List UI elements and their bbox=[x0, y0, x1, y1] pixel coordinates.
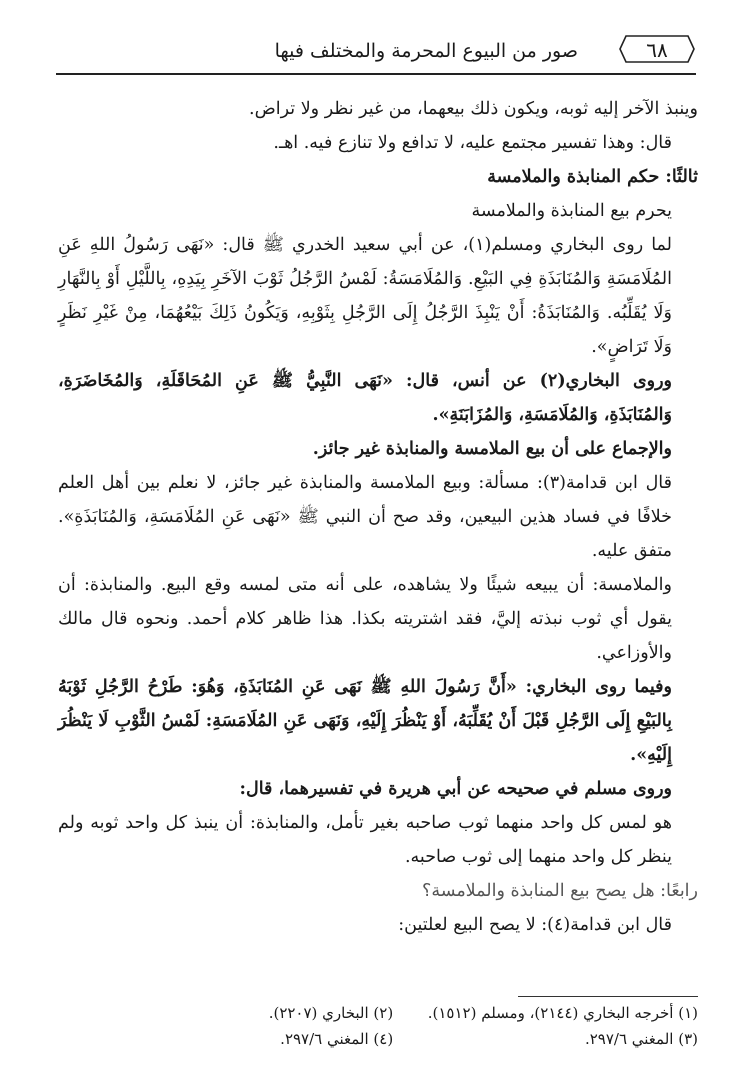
hadith-paragraph: وفيما روى البخاري: «أَنَّ رَسُولَ اللهِ ﷺ نَهَى عَنِ المُنَابَذَةِ، وَهُوَ: طَرْحُ الرَّجُلِ ثَوْبَهُ بِالبَيْعِ إِلَى الرَّجُلِ قَبْلَ أَنْ يُقَلِّبَهُ، أَوْ يَنْظُرَ إِلَيْهِ، وَنَهَى عَنِ المُلَامَسَةِ: لَمْسُ الثَّوْبِ لَا يَنْظُرَ إِلَيْهِ». bbox=[58, 677, 672, 765]
paragraph: وروى مسلم في صحيحه عن أبي هريرة في تفسيرهما، قال: bbox=[239, 779, 672, 799]
footnote: (٢) البخاري (٢٢٠٧). bbox=[268, 1004, 394, 1022]
paragraph: وينبذ الآخر إليه ثوبه، ويكون ذلك بيعهما، من غير نظر ولا تراض. bbox=[249, 99, 698, 119]
paragraph: هو لمس كل واحد منهما ثوب صاحبه بغير تأمل، والمنابذة: أن ينبذ كل واحد ثوبه ولم ينظر كل واحد منهما إلى ثوب صاحبه. bbox=[58, 813, 672, 867]
paragraph: قال: وهذا تفسير مجتمع عليه، لا تدافع ولا تنازع فيه. اهـ. bbox=[273, 133, 672, 153]
footnote: (٤) المغني ٢٩٧/٦. bbox=[280, 1030, 394, 1048]
paragraph: قال ابن قدامة(٤): لا يصح البيع لعلتين: bbox=[398, 915, 672, 935]
paragraph: يحرم بيع المنابذة والملامسة bbox=[471, 201, 672, 221]
footnotes bbox=[58, 1000, 698, 1052]
paragraph: والإجماع على أن بيع الملامسة والمنابذة غير جائز. bbox=[312, 439, 672, 459]
section-heading: ثالثًا: حكم المنابذة والملامسة bbox=[487, 167, 698, 187]
footnote: (٣) المغني ٢٩٧/٦. bbox=[584, 1030, 698, 1048]
paragraph: والملامسة: أن يبيعه شيئًا ولا يشاهده، على أنه متى لمسه وقع البيع. والمنابذة: أن يقول أي ثوب نبذته إليَّ، فقد اشتريته بكذا. هذا ظاهر كلام أحمد. ونحوه قال مالك والأوزاعي. bbox=[58, 575, 672, 663]
paragraph: قال ابن قدامة(٣): مسألة: وبيع الملامسة والمنابذة غير جائز، لا نعلم بين أهل العلم خلافًا في فساد هذين البيعين، وقد صح أن النبي ﷺ «نَهَى عَنِ المُلَامَسَةِ، وَالمُنَابَذَةِ». متفق عليه. bbox=[58, 473, 672, 561]
footnote-rule bbox=[518, 996, 698, 997]
header-rule bbox=[56, 73, 696, 75]
section-heading: رابعًا: هل يصح بيع المنابذة والملامسة؟ bbox=[422, 881, 698, 901]
page-body bbox=[58, 92, 698, 942]
footnote-row bbox=[58, 1026, 698, 1052]
footnote: (١) أخرجه البخاري (٢١٤٤)، ومسلم (١٥١٢). bbox=[427, 1004, 698, 1022]
page-number: ٦٨ bbox=[646, 38, 668, 62]
running-title: صور من البيوع المحرمة والمختلف فيها bbox=[274, 40, 578, 62]
hadith-paragraph: وروى البخاري(٢) عن أنس، قال: «نَهَى النَّبِيُّ ﷺ عَنِ المُحَاقَلَةِ، وَالمُخَاضَرَةِ، وَالمُنَابَذَةِ، وَالمُلَامَسَةِ، وَالمُزَابَنَةِ». bbox=[58, 371, 672, 425]
page-number-badge bbox=[618, 34, 696, 64]
page-header bbox=[56, 30, 696, 74]
footnote-row bbox=[58, 1000, 698, 1026]
hadith-paragraph: لما روى البخاري ومسلم(١)، عن أبي سعيد الخدري ﷺ قال: «نَهَى رَسُولُ اللهِ عَنِ المُلَامَسَةِ وَالمُنَابَذَةِ فِي البَيْعِ. وَالمُلَامَسَةُ: لَمْسُ الرَّجُلُ ثَوْبَ الآخَرِ بِيَدِهِ، بِاللَّيْلِ أَوْ بِالنَّهَارِ وَلَا يُقَلِّبُه. وَالمُنَابَذَةُ: أَنْ يَنْبِذَ الرَّجُلُ إِلَى الرَّجُلِ بِثَوْبِهِ، وَيَكُونُ ذَلِكَ بَيْعُهُمَا، مِنْ غَيْرِ نَظَرٍ وَلَا تَرَاضٍ». bbox=[58, 235, 672, 357]
